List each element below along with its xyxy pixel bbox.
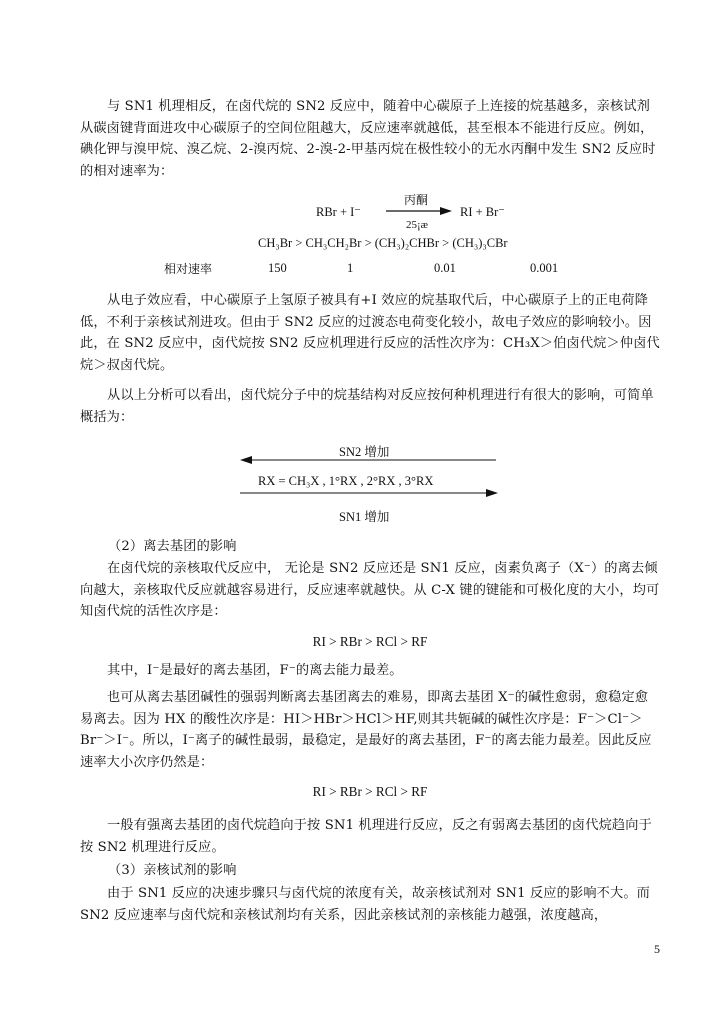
rate-value: 0.001 [530, 261, 559, 275]
reaction-temperature: 25¡æ [406, 219, 428, 231]
section-title: （3）亲核试剂的影响 [108, 863, 237, 878]
paragraph-1: 与 SN1 机理相反，在卤代烷的 SN2 反应中，随着中心碳原子上连接的烷基越多，亲核试剂从碳卤键背面进攻中心碳原子的空间位阻越大，反应速率就越低，甚至根本不能进行反应。例如，碘化钾与溴甲烷、溴乙烷、2-溴丙烷、2-溴-2-甲基丙烷在极性较小的无水丙酮中发生 SN2 反应时的相对速率为： [80, 99, 656, 179]
page-number: 5 [654, 942, 660, 956]
sn2-increase-label: SN2 增加 [339, 445, 390, 459]
paragraph-3: 从以上分析可以看出，卤代烷分子中的烷基结构对反应按何种机理进行有很大的影响，可简单概括为： [80, 388, 654, 425]
paragraph-2: 从电子效应看，中心碳原子上氢原子被具有+I 效应的烷基取代后，中心碳原子上的正电荷降低，不利于亲核试剂进攻。但由于 SN2 反应的过渡态电荷变化较小，故电子效应的影响较小。因此，在 SN2 反应中，卤代烷按 SN2 反应机理进行反应的活性次序为：CH₃X＞伯卤代烷＞仲卤代烷＞叔卤代烷。 [80, 293, 660, 373]
rate-value: 1 [347, 261, 354, 275]
compound-series: CH₃Br > CH₃CH₂Br > (CH₃)₂CHBr > (CH₃)₃CBr [258, 236, 508, 250]
section-title: （2）离去基团的影响 [108, 539, 237, 554]
paragraph-7: 一般有强离去基团的卤代烷趋向于按 SN1 机理进行反应，反之有弱离去基团的卤代烷趋向于按 SN2 机理进行反应。 [80, 818, 652, 855]
rate-value: 150 [268, 261, 287, 275]
reaction-products: RI + Br⁻ [460, 205, 505, 219]
rate-value: 0.01 [434, 261, 456, 275]
rate-label: 相对速率 [164, 262, 213, 276]
reactivity-order: RI > RBr > RCl > RF [312, 634, 428, 649]
sn1-increase-label: SN1 增加 [339, 510, 390, 524]
paragraph-8: 由于 SN1 反应的决速步骤只与卤代烷的浓度有关，故亲核试剂对 SN1 反应的影响不大。而 SN2 反应速率与卤代烷和亲核试剂均有关系，因此亲核试剂的亲核能力越强，浓度越高， [80, 886, 651, 923]
reaction-solvent: 丙酮 [404, 193, 429, 207]
paragraph-4: 在卤代烷的亲核取代反应中， 无论是 SN2 反应还是 SN1 反应，卤素负离子（X⁻）的离去倾向越大，亲核取代反应就越容易进行，反应速率就越快。从 C-X 键的键能和可极化度的大小，均可知卤代烷的活性次序是： [80, 561, 660, 619]
reaction-reactants: RBr + I⁻ [316, 205, 361, 219]
reactivity-order: RI > RBr > RCl > RF [312, 784, 428, 799]
paragraph-6: 也可从离去基团碱性的强弱判断离去基团离去的难易，即离去基团 X⁻的碱性愈弱，愈稳定愈易离去。因为 HX 的酸性次序是：HI＞HBr＞HCl＞HF,则其共轭碱的碱性次序是：F⁻＞Cl⁻＞Br⁻＞I⁻。所以，I⁻离子的碱性最弱，最稳定，是最好的离去基团，F⁻的离去能力最差。因此反应速率大小次序仍然是： [80, 690, 652, 770]
trend-series: RX = CH₃X , 1°RX , 2°RX , 3°RX [258, 474, 434, 488]
paragraph-5: 其中，I⁻是最好的离去基团，F⁻的离去能力最差。 [107, 663, 403, 678]
